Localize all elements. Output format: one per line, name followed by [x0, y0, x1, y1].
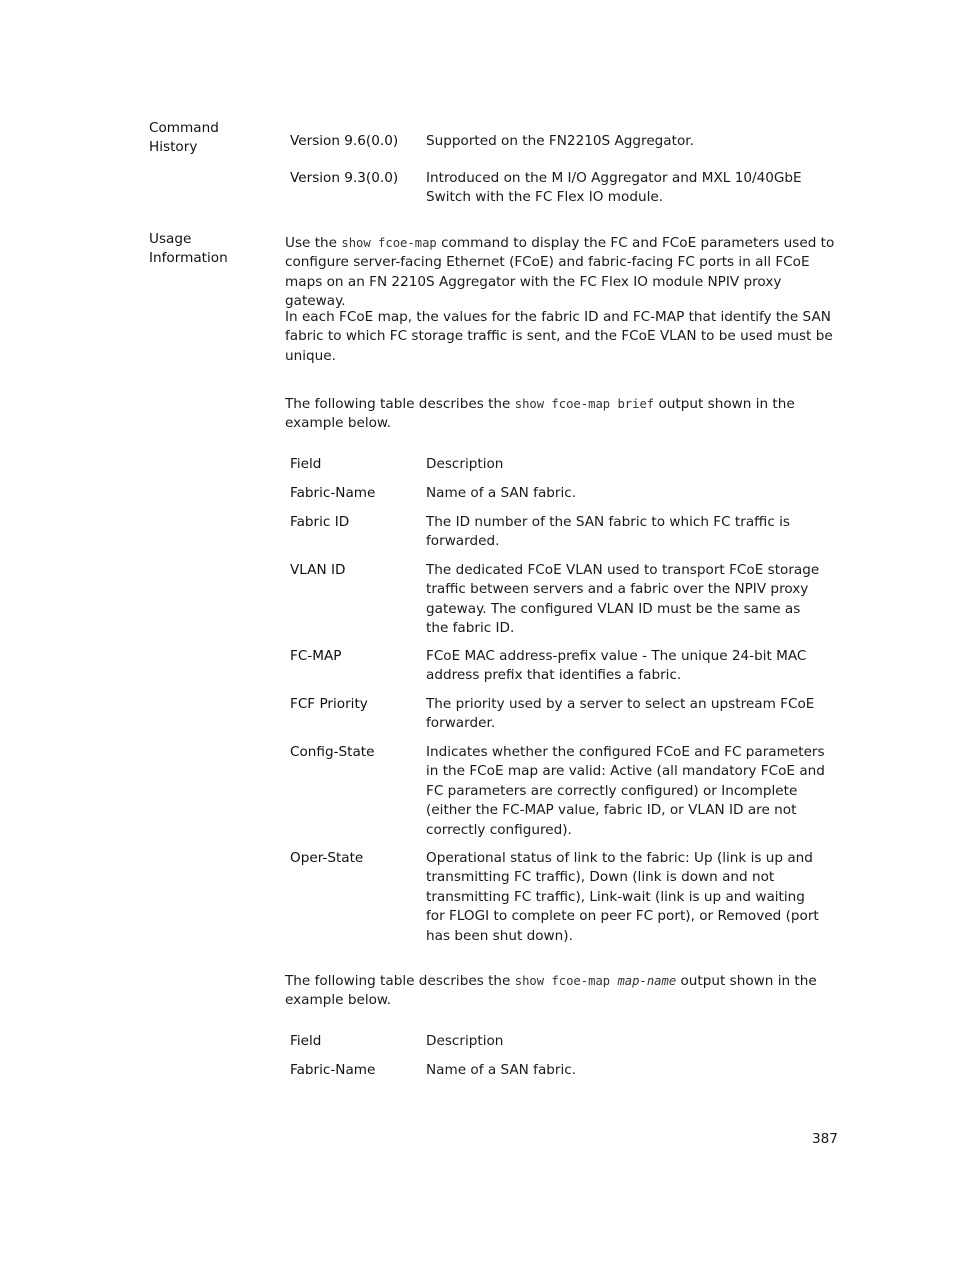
usage-paragraph-1: [285, 234, 835, 312]
usage-paragraph-3: [285, 395, 835, 434]
command-history-label-line2: History: [149, 139, 198, 156]
table1-header-field: Field: [290, 456, 322, 472]
table1-row-field: Config-State: [290, 744, 375, 760]
p1-pre: Use the: [285, 235, 342, 251]
table1-row-field: Oper-State: [290, 850, 364, 866]
version-1-text: Supported on the FN2210S Aggregator.: [426, 133, 694, 149]
table1-row-field: FC-MAP: [290, 648, 342, 664]
table2-header-field: Field: [290, 1033, 322, 1049]
usage-label-line2: Information: [149, 250, 228, 267]
table1-row-field: Fabric-Name: [290, 485, 376, 501]
p3-code: show fcoe-map brief: [514, 397, 655, 411]
table2-row-field: Fabric-Name: [290, 1062, 376, 1078]
p3-pre: The following table describes the: [285, 396, 515, 412]
version-2: Version 9.3(0.0): [290, 170, 399, 186]
table1-row-field: Fabric ID: [290, 514, 350, 530]
table1-row-desc: The priority used by a server to select an upstream FCoE forwarder.: [426, 696, 815, 732]
table1-row-desc: Name of a SAN fabric.: [426, 485, 577, 501]
p4-code: show fcoe-map: [514, 974, 618, 988]
usage-information-label: [149, 230, 269, 269]
table1-row-desc: Operational status of link to the fabric: Up (link is up and transmitting FC traffic), Down (link is down and not transmitting FC traffic), Link-wait (link is up and waiting for FLOGI to complete on peer FC port), or Removed (port has been shut down).: [426, 850, 819, 944]
p4-pre: The following table describes the: [285, 973, 515, 989]
table2-row-desc: Name of a SAN fabric.: [426, 1062, 577, 1078]
page-number: 387: [812, 1131, 838, 1147]
table1-row-desc: The dedicated FCoE VLAN used to transport FCoE storage traffic between servers and a fabric over the NPIV proxy gateway. The configured VLAN ID must be the same as the fabric ID.: [426, 562, 820, 637]
p4-code-italic: map-name: [617, 974, 677, 988]
p1-post: command to display the FC and FCoE parameters used to configure server-facing Ethernet (FCoE) and fabric-facing FC ports in all FCoE maps on an FN 2210S Aggregator with the FC Flex IO module NPIV proxy gateway.: [285, 235, 835, 310]
version-2-text: Introduced on the M I/O Aggregator and MXL 10/40GbE Switch with the FC Flex IO module.: [426, 170, 802, 206]
usage-paragraph-2: In each FCoE map, the values for the fabric ID and FC-MAP that identify the SAN fabric to which FC storage traffic is sent, and the FCoE VLAN to be used must be unique.: [285, 309, 833, 364]
table1-row-desc: The ID number of the SAN fabric to which FC traffic is forwarded.: [426, 514, 790, 550]
usage-paragraph-4: [285, 972, 835, 1011]
p3-post: output shown in the example below.: [285, 396, 795, 432]
table1-header-description: Description: [426, 456, 504, 472]
command-history-label-line1: Command: [149, 120, 219, 136]
table1-row-field: VLAN ID: [290, 562, 346, 578]
usage-label-line1: Usage: [149, 231, 192, 247]
p4-post: output shown in the example below.: [285, 973, 817, 1009]
version-1: Version 9.6(0.0): [290, 133, 399, 149]
table1-row-desc: FCoE MAC address-prefix value - The unique 24-bit MAC address prefix that identifies a fabric.: [426, 648, 807, 684]
p1-code: show fcoe-map: [341, 236, 437, 250]
command-history-label: [149, 119, 269, 158]
table2-header-description: Description: [426, 1033, 504, 1049]
table1-row-desc: Indicates whether the configured FCoE and FC parameters in the FCoE map are valid: Active (all mandatory FCoE and FC parameters are correctly configured) or Incomplete (either the FC-MAP value, fabric ID, or VLAN ID are not correctly configured).: [426, 744, 825, 838]
table1-row-field: FCF Priority: [290, 696, 368, 712]
